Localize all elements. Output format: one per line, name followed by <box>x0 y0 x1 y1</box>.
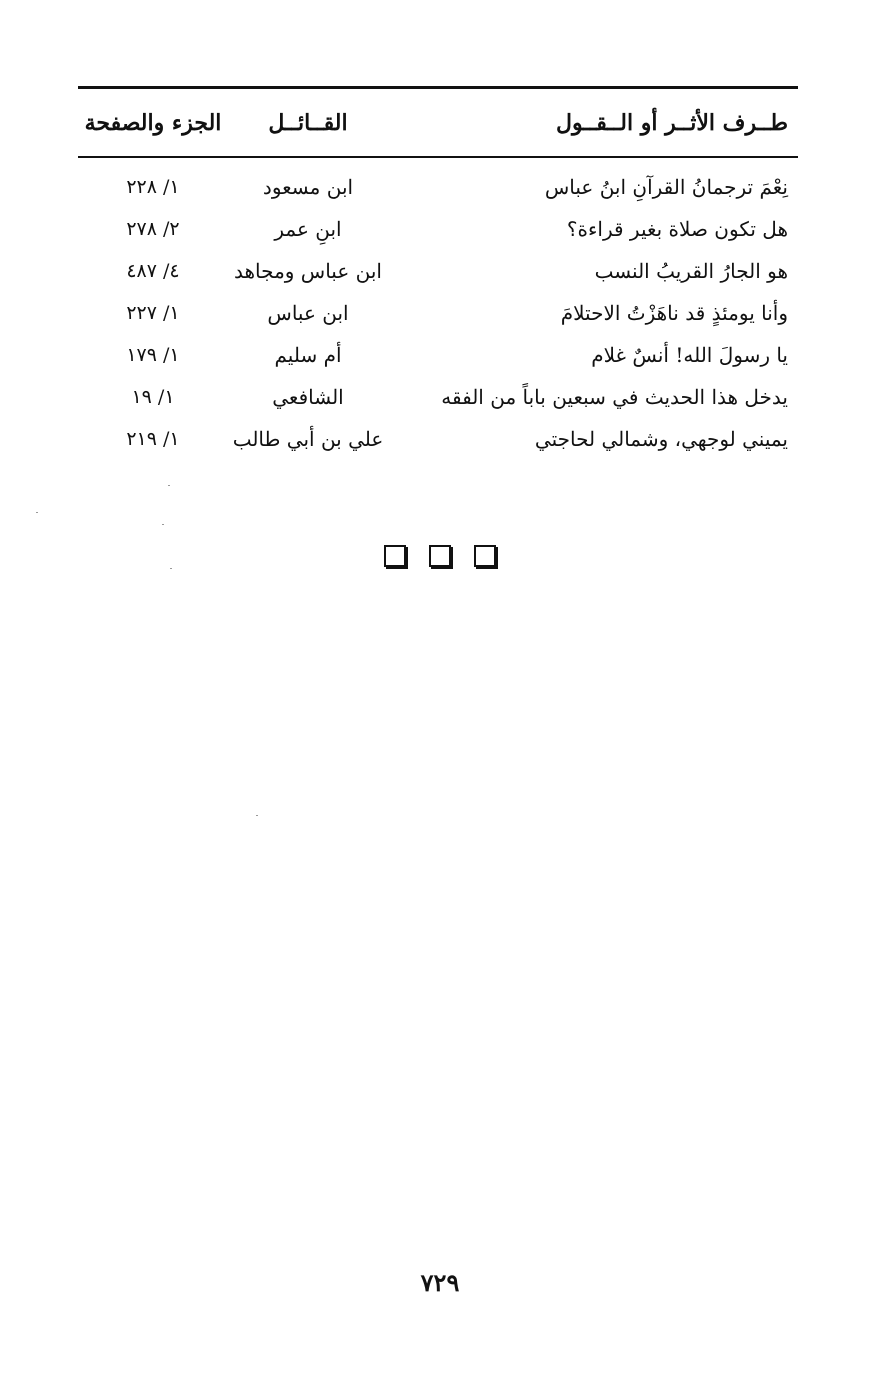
row-speaker: علي بن أبي طالب <box>232 427 384 451</box>
scan-speck <box>162 524 164 525</box>
row-speaker: ابن مسعود <box>262 175 354 199</box>
row-speaker: أم سليم <box>274 343 342 367</box>
row-ref: ١/ ٢٢٨ <box>126 176 180 198</box>
row-text: يميني لوجهي، وشمالي لحاجتي <box>534 427 788 451</box>
row-ref: ١/ ١٧٩ <box>126 344 180 366</box>
table-row <box>78 292 798 334</box>
table-row <box>78 208 798 250</box>
header-rule <box>78 156 798 158</box>
row-ref: ١/ ٢٢٧ <box>126 302 180 324</box>
header-speaker: القــائــل <box>268 110 348 136</box>
page-number: ٧٢٩ <box>420 1268 460 1297</box>
row-speaker: ابن عباس <box>267 301 349 325</box>
row-text: نِعْمَ ترجمانُ القرآنِ ابنُ عباس <box>544 175 788 199</box>
header-text: طــرف الأثــر أو الــقــول <box>556 110 788 136</box>
square-ornament-icon <box>429 545 451 567</box>
header-ref: الجزء والصفحة <box>84 110 222 136</box>
row-text: يا رسولَ الله! أنسٌ غلام <box>591 343 788 367</box>
row-ref: ١/ ٢١٩ <box>126 428 180 450</box>
row-text: وأنا يومئذٍ قد ناهَزْتُ الاحتلامَ <box>560 301 788 325</box>
square-ornament-icon <box>384 545 406 567</box>
top-rule <box>78 86 798 89</box>
table-row <box>78 418 798 460</box>
table-body <box>78 166 798 460</box>
row-text: هو الجارُ القريبُ النسب <box>594 259 788 283</box>
table-row <box>78 166 798 208</box>
row-ref: ١/ ١٩ <box>131 386 175 408</box>
scan-speck <box>256 815 258 816</box>
table-row <box>78 376 798 418</box>
scan-speck <box>168 485 170 486</box>
row-text: يدخل هذا الحديث في سبعين باباً من الفقه <box>441 385 788 409</box>
table-header <box>78 100 798 146</box>
table-row <box>78 250 798 292</box>
row-speaker: ابنِ عمر <box>274 217 342 241</box>
scan-speck <box>36 512 38 513</box>
scan-speck <box>170 568 172 569</box>
row-ref: ٤/ ٤٨٧ <box>126 260 180 282</box>
table-row <box>78 334 798 376</box>
square-ornament-icon <box>474 545 496 567</box>
section-end-ornament <box>384 545 496 569</box>
row-speaker: الشافعي <box>272 385 344 409</box>
row-text: هل تكون صلاة بغير قراءة؟ <box>566 217 788 241</box>
row-speaker: ابن عباس ومجاهد <box>234 259 382 283</box>
row-ref: ٢/ ٢٧٨ <box>126 218 180 240</box>
